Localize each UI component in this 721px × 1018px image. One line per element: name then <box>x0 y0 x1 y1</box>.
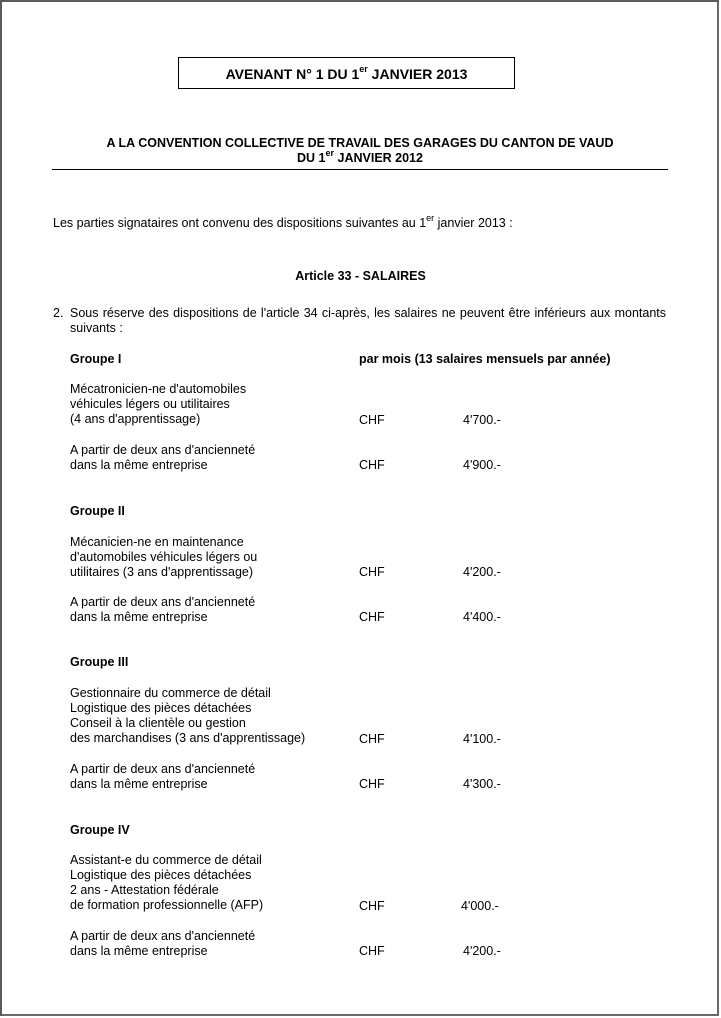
group-heading: Groupe III <box>70 655 129 669</box>
description-line: A partir de deux ans d'ancienneté <box>70 762 256 776</box>
title-text: AVENANT N° 1 DU 1 <box>225 66 360 82</box>
group-heading: Groupe IV <box>70 823 130 837</box>
description-line: utilitaires (3 ans d'apprentissage) <box>70 565 254 579</box>
description-line: de formation professionnelle (AFP) <box>70 898 264 912</box>
job-description <box>70 853 263 913</box>
description-line: Assistant-e du commerce de détail <box>70 853 262 867</box>
currency-label: CHF <box>359 413 385 427</box>
job-description <box>70 929 255 959</box>
description-line: Logistique des pièces détachées <box>70 701 252 715</box>
salary-amount: 4'300.- <box>463 777 501 791</box>
subtitle-line-2-text: DU 1 <box>297 151 326 165</box>
salary-amount: 4'700.- <box>463 413 501 427</box>
group-heading: Groupe II <box>70 504 125 518</box>
description-line: (4 ans d'apprentissage) <box>70 412 201 426</box>
description-line: A partir de deux ans d'ancienneté <box>70 595 256 609</box>
description-line: Mécatronicien-ne d'automobiles <box>70 382 247 396</box>
salary-amount: 4'400.- <box>463 610 501 624</box>
salary-amount: 4'200.- <box>463 565 501 579</box>
intro-text-end: janvier 2013 : <box>434 216 513 230</box>
job-description <box>70 762 255 792</box>
intro-superscript: er <box>426 212 435 223</box>
subtitle-line-2-end: JANVIER 2012 <box>334 151 423 165</box>
job-description <box>70 382 246 427</box>
description-line: Gestionnaire du commerce de détail <box>70 686 271 700</box>
page-border-top <box>0 0 719 2</box>
currency-label: CHF <box>359 899 385 913</box>
subtitle-superscript: er <box>325 147 335 158</box>
paragraph-number: 2. <box>53 306 64 320</box>
title-text-end: JANVIER 2013 <box>367 66 468 82</box>
job-description <box>70 595 255 625</box>
intro-text: Les parties signataires ont convenu des dispositions suivantes au 1 <box>53 216 427 230</box>
description-line: 2 ans - Attestation fédérale <box>70 883 219 897</box>
job-description <box>70 535 257 580</box>
subtitle-line-2 <box>52 147 668 166</box>
description-line: dans la même entreprise <box>70 458 208 472</box>
salary-column-header: par mois (13 salaires mensuels par année) <box>359 352 611 366</box>
description-line: Conseil à la clientèle ou gestion <box>70 716 246 730</box>
description-line: dans la même entreprise <box>70 610 208 624</box>
article-heading: Article 33 - SALAIRES <box>295 269 426 283</box>
salary-amount: 4'900.- <box>463 458 501 472</box>
paragraph-text: Sous réserve des dispositions de l'article 34 ci-après, les salaires ne peuvent être inférieurs aux montants suivants : <box>70 306 666 335</box>
description-line: dans la même entreprise <box>70 777 208 791</box>
currency-label: CHF <box>359 565 385 579</box>
description-line: A partir de deux ans d'ancienneté <box>70 929 256 943</box>
description-line: d'automobiles véhicules légers ou <box>70 550 258 564</box>
title-superscript: er <box>359 64 368 75</box>
page-border-left <box>0 0 2 1016</box>
description-line: des marchandises (3 ans d'apprentissage) <box>70 731 306 745</box>
currency-label: CHF <box>359 732 385 746</box>
currency-label: CHF <box>359 458 385 472</box>
intro-sentence <box>53 212 513 230</box>
salary-amount: 4'100.- <box>463 732 501 746</box>
currency-label: CHF <box>359 944 385 958</box>
description-line: véhicules légers ou utilitaires <box>70 397 230 411</box>
job-description <box>70 686 305 746</box>
salary-amount: 4'200.- <box>463 944 501 958</box>
description-line: A partir de deux ans d'ancienneté <box>70 443 256 457</box>
document-title <box>178 57 515 89</box>
group-heading: Groupe I <box>70 352 122 366</box>
currency-label: CHF <box>359 610 385 624</box>
currency-label: CHF <box>359 777 385 791</box>
salary-amount: 4'000.- <box>461 899 499 913</box>
document-subtitle <box>52 136 668 166</box>
job-description <box>70 443 255 473</box>
description-line: Mécanicien-ne en maintenance <box>70 535 244 549</box>
description-line: dans la même entreprise <box>70 944 208 958</box>
subtitle-divider <box>52 169 668 170</box>
description-line: Logistique des pièces détachées <box>70 868 252 882</box>
subtitle-line-1: A LA CONVENTION COLLECTIVE DE TRAVAIL DES GARAGES DU CANTON DE VAUD <box>106 136 614 150</box>
